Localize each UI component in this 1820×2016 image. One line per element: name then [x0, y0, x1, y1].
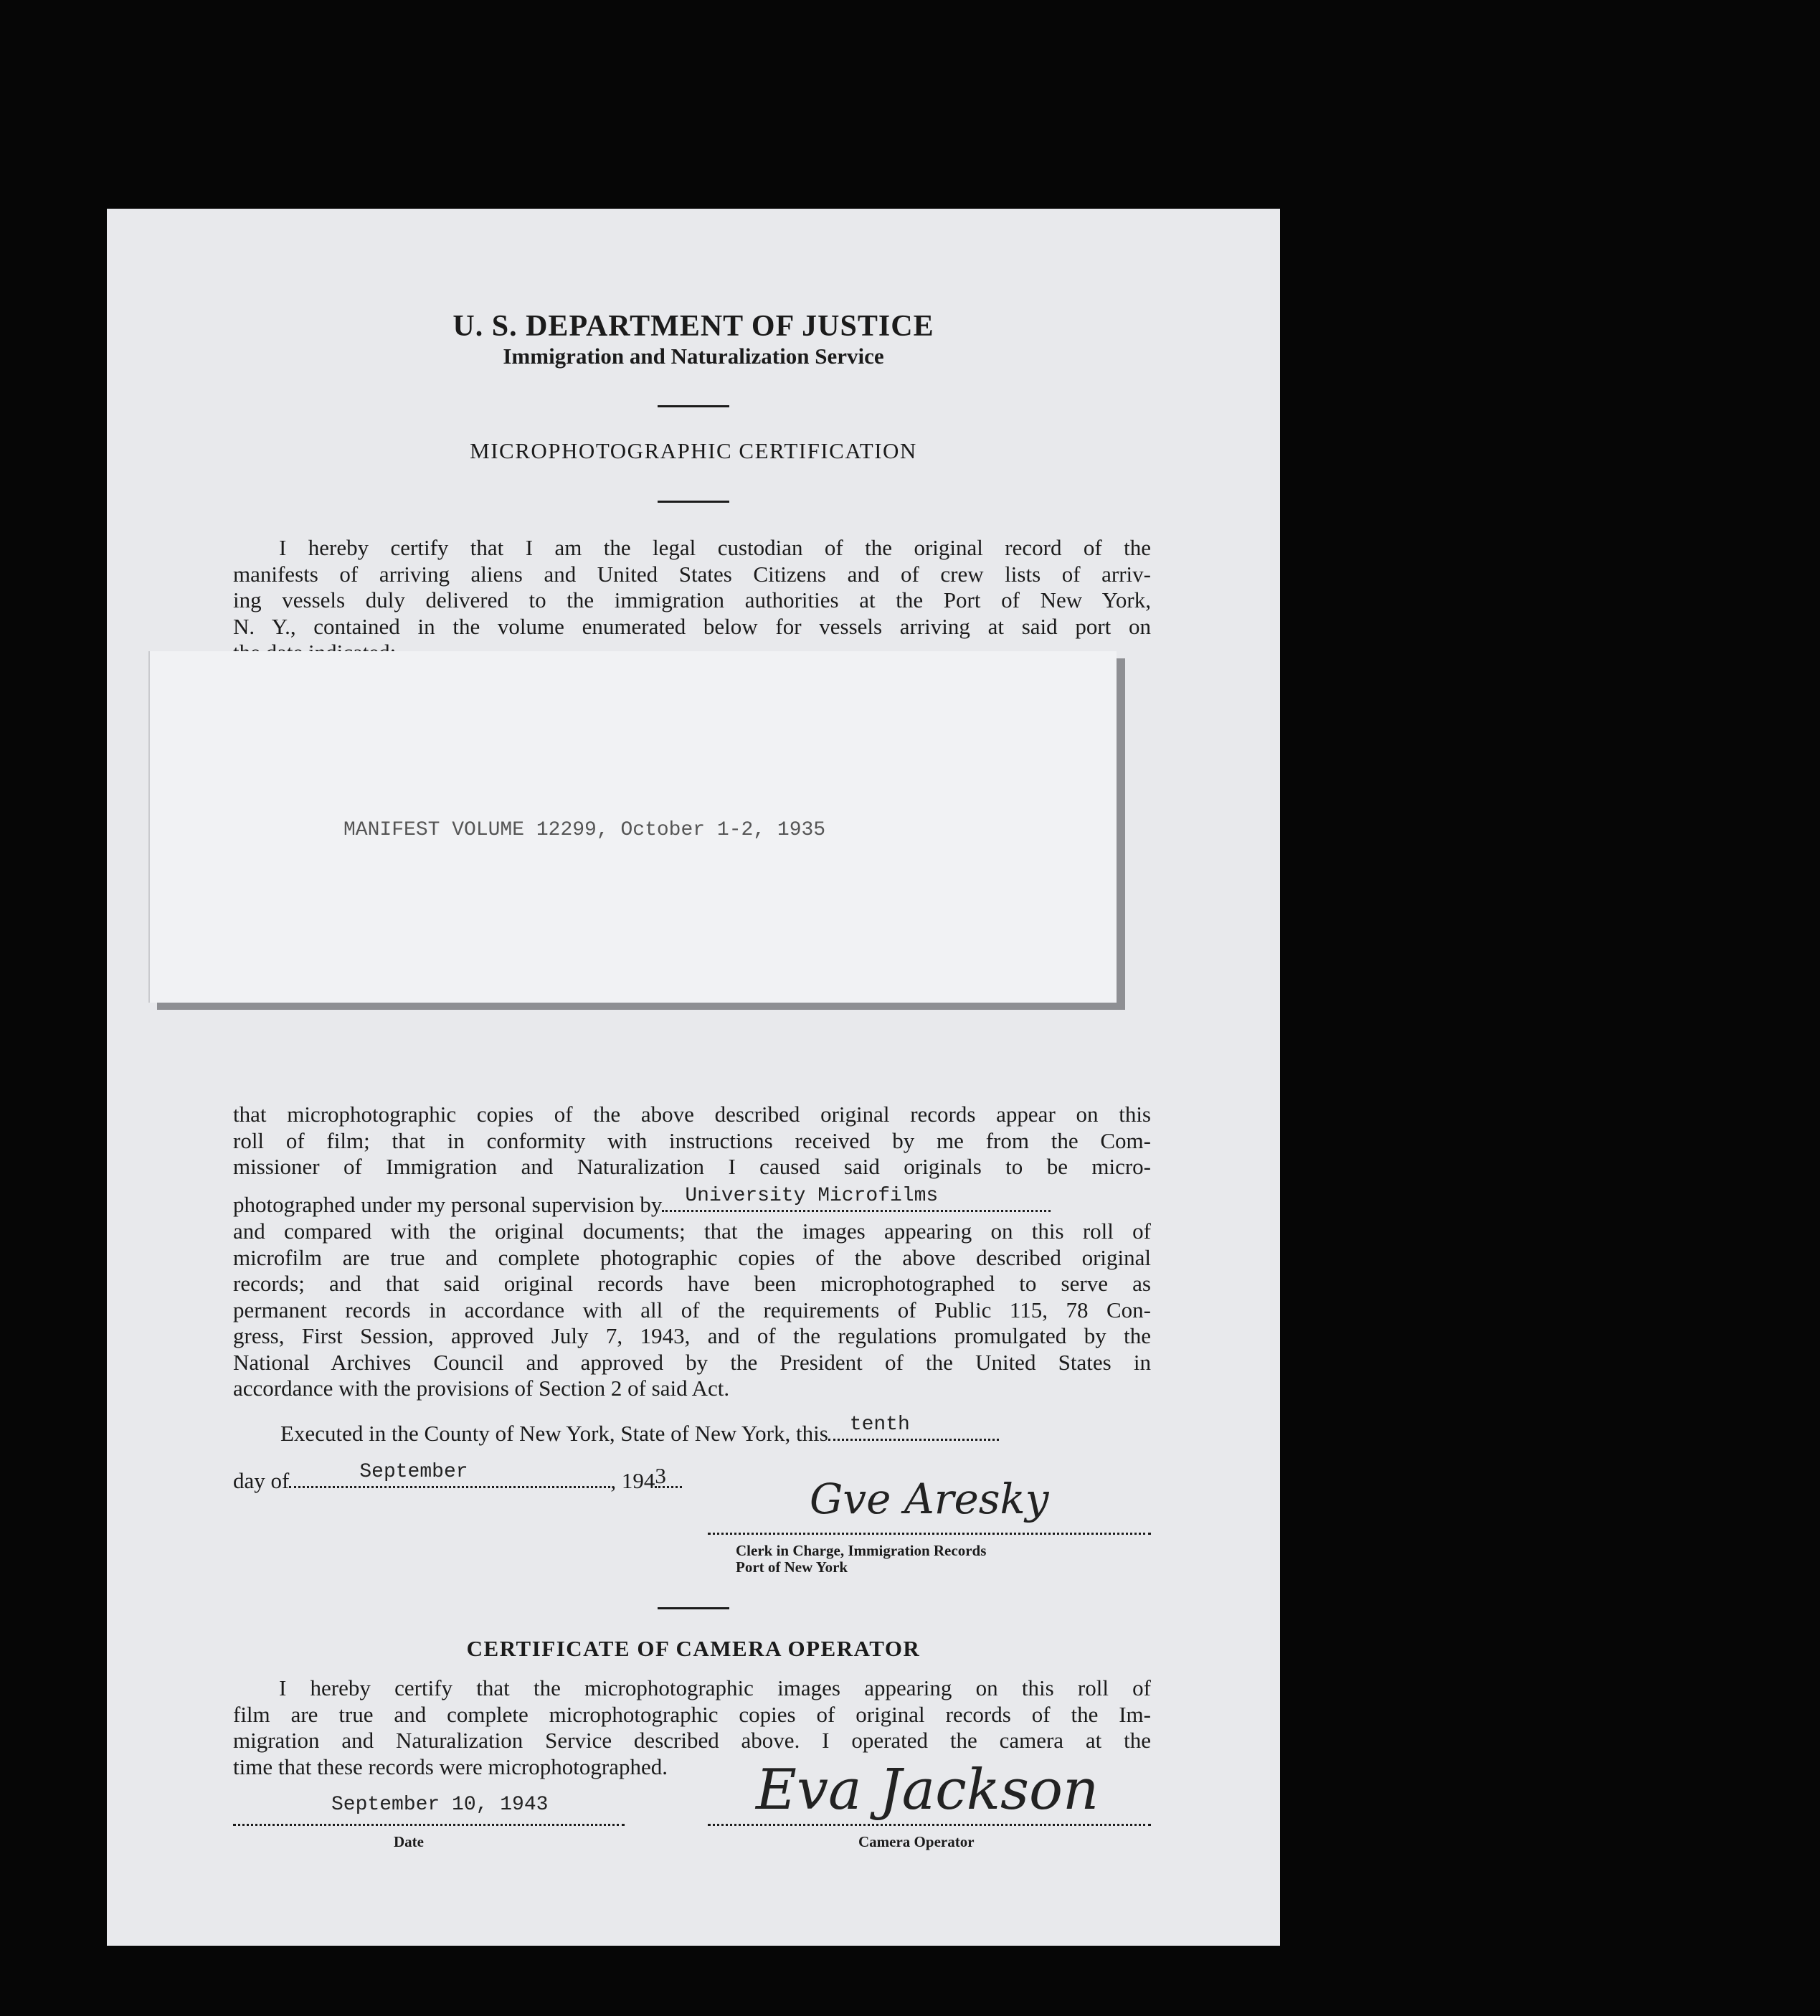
day-field — [828, 1414, 999, 1441]
text-line: gress, First Session, approved July 7, 1943, and of the regulations promulgated by the — [233, 1323, 1151, 1348]
execution-prefix: Executed in the County of New York, State of New York, this — [280, 1421, 828, 1446]
volume-card — [148, 651, 1117, 1003]
text-line: migration and Naturalization Service described above. I operated the camera at the — [233, 1728, 1151, 1753]
intro-paragraph — [233, 535, 1151, 666]
supervision-value: University Microfilms — [685, 1185, 939, 1207]
supervision-prefix: photographed under my personal supervision by — [233, 1192, 663, 1217]
certification-title: MICROPHOTOGRAPHIC CERTIFICATION — [470, 438, 917, 463]
text-line: N. Y., contained in the volume enumerated below for vessels arriving at said port on — [233, 613, 1151, 639]
supervision-field — [662, 1185, 1051, 1212]
clerk-signature-line — [708, 1533, 1151, 1535]
text-line: National Archives Council and approved by the President of the United States in — [233, 1349, 1151, 1375]
department-heading: U. S. DEPARTMENT OF JUSTICE — [452, 310, 934, 343]
divider — [658, 1607, 729, 1609]
text-line: I hereby certify that the microphotographic images appearing on this roll of — [279, 1675, 1151, 1700]
text-line: accordance with the provisions of Section 2 of said Act. — [233, 1376, 730, 1401]
text-line: microfilm are true and complete photographic copies of the above described original — [233, 1244, 1151, 1270]
volume-text: MANIFEST VOLUME 12299, October 1-2, 1935 — [343, 819, 826, 841]
text-line: ing vessels duly delivered to the immigration authorities at the Port of New York, — [233, 587, 1151, 612]
operator-label: Camera Operator — [858, 1833, 975, 1850]
divider — [658, 405, 729, 407]
day-of-label: day of — [233, 1468, 290, 1493]
supervision-line — [233, 1185, 1151, 1218]
date-line — [233, 1461, 682, 1494]
camera-title: CERTIFICATE OF CAMERA OPERATOR — [466, 1636, 921, 1661]
month-value: September — [359, 1461, 468, 1483]
divider — [658, 501, 729, 503]
text-line: missioner of Immigration and Naturalization I caused said originals to be micro- — [233, 1154, 1151, 1179]
operator-signature-line — [708, 1824, 1151, 1826]
clerk-signature: Gve Aresky — [810, 1475, 1049, 1523]
date-label: Date — [394, 1833, 424, 1850]
text-line: film are true and complete microphotographic copies of original records of the Im- — [233, 1701, 1151, 1727]
clerk-title-line: Clerk in Charge, Immigration Records — [736, 1542, 987, 1559]
execution-line — [280, 1414, 999, 1447]
year-prefix: , 194 — [610, 1468, 655, 1493]
text-line: manifests of arriving aliens and United States Citizens and of crew lists of arriv- — [233, 561, 1151, 587]
text-line: and compared with the original documents; that the images appearing on this roll of — [233, 1218, 1151, 1244]
text-line: I hereby certify that I am the legal custodian of the original record of the — [279, 535, 1151, 560]
day-value: tenth — [849, 1414, 910, 1436]
service-subheading: Immigration and Naturalization Service — [503, 344, 884, 369]
clerk-port-line: Port of New York — [736, 1558, 848, 1576]
body-paragraph — [233, 1102, 1151, 1180]
text-line: roll of film; that in conformity with instructions received by me from the Com- — [233, 1127, 1151, 1153]
year-digit: 3 — [655, 1463, 666, 1488]
year-field — [655, 1463, 682, 1488]
date-signature-line — [233, 1824, 625, 1826]
month-field — [289, 1461, 610, 1488]
clerk-title — [736, 1543, 986, 1576]
text-line: time that these records were microphotographed. — [233, 1754, 668, 1779]
text-line: records; and that said original records have been microphotographed to serve as — [233, 1271, 1151, 1296]
text-line: that microphotographic copies of the above described original records appear on this — [233, 1102, 1151, 1127]
operator-signature: Eva Jackson — [756, 1758, 1099, 1822]
text-line: permanent records in accordance with all of the requirements of Public 115, 78 Con- — [233, 1297, 1151, 1322]
camera-date-value: September 10, 1943 — [331, 1794, 549, 1816]
certificate-page — [107, 209, 1280, 1946]
body-paragraph-continued — [233, 1218, 1151, 1402]
